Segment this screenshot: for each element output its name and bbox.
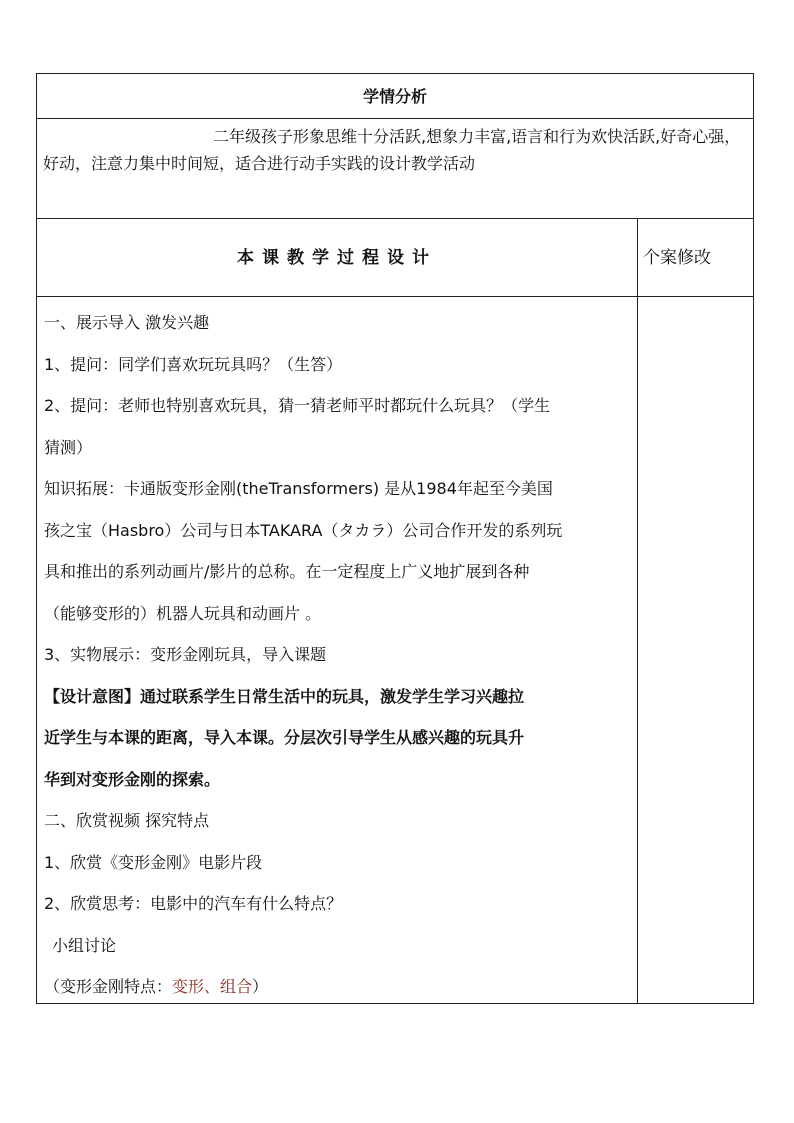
content-line: 孩之宝（Hasbro）公司与日本TAKARA（タカラ）公司合作开发的系列玩	[44, 520, 563, 540]
content-line: 猜测）	[44, 437, 93, 457]
lesson-table	[36, 73, 754, 1004]
section-heading: 二、欣赏视频 探究特点	[44, 811, 210, 830]
content-line: 知识拓展：卡通版变形金刚(theTransformers) 是从1984年起至今美国	[44, 479, 553, 498]
revise-column-header: 个案修改	[643, 248, 711, 268]
content-line: 1、欣赏《变形金刚》电影片段	[44, 852, 263, 872]
content-line: 2、提问：老师也特别喜欢玩具，猜一猜老师平时都玩什么玩具？（学生	[44, 396, 551, 415]
content-line: 2、欣赏思考：电影中的汽车有什么特点？	[44, 894, 343, 913]
column-divider	[637, 219, 638, 1003]
design-intent-line: 近学生与本课的距离，导入本课。分层次引导学生从感兴趣的玩具升	[44, 728, 525, 747]
content-line: （能够变形的）机器人玩具和动画片 。	[44, 603, 322, 623]
feature-line	[44, 966, 634, 1008]
feature-prefix: （变形金刚特点：	[44, 977, 173, 996]
design-intent-line: 【设计意图】通过联系学生日常生活中的玩具，激发学生学习兴趣拉	[44, 686, 525, 706]
feature-suffix: ）	[252, 977, 269, 996]
content-line: 1、提问：同学们喜欢玩玩具吗？（生答）	[44, 354, 343, 374]
content-line: 小组讨论	[52, 935, 117, 955]
analysis-header-row	[37, 74, 753, 119]
design-intent-line: 华到对变形金刚的探索。	[44, 769, 221, 789]
process-content	[44, 302, 634, 1008]
section-heading: 一、展示导入 激发兴趣	[44, 313, 210, 332]
analysis-title: 学情分析	[362, 87, 427, 106]
analysis-content-row	[37, 119, 753, 219]
analysis-text: 二年级孩子形象思维十分活跃,想象力丰富,语言和行为欢快活跃,好奇心强，好动，注意力集中时间短，适合进行动手实践的设计教学活动	[43, 127, 741, 173]
process-title: 本课教学过程设计	[237, 248, 437, 268]
content-line: 具和推出的系列动画片/影片的总称。在一定程度上广义地扩展到各种	[44, 562, 530, 581]
content-line: 3、实物展示：变形金刚玩具，导入课题	[44, 645, 327, 664]
feature-highlight: 变形、组合	[172, 977, 253, 996]
